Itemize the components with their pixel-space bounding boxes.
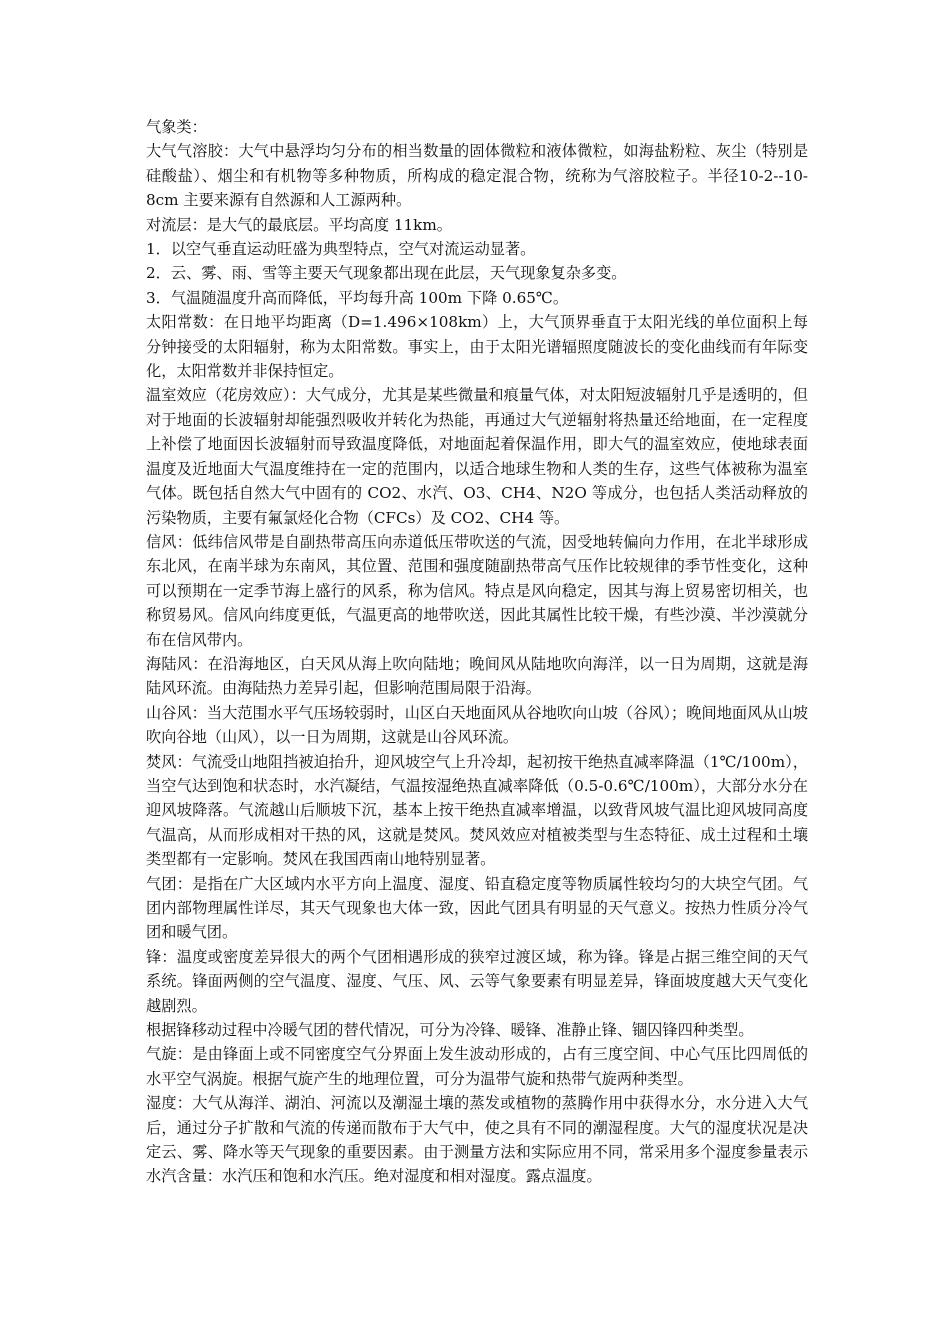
paragraph-front-types: 根据锋移动过程中冷暖气团的替代情况，可分为冷锋、暖锋、准静止锋、锢囚锋四种类型。	[146, 1021, 754, 1040]
paragraph-trade-wind: 信风：低纬信风带是自副热带高压向赤道低压带吹送的气流，因受地转偏向力作用，在北半球形成东北风，在南半球为东南风，其位置、范围和强度随副热带高气压作比较规律的季节性变化，这种可以预期在一定季节海上盛行的风系，称为信风。特点是风向稳定，因其与海上贸易密切相关，也称贸易风。信风向纬度更低，气温更高的地带吹送，因此其属性比较干燥，有些沙漠、半沙漠就分布在信风带内。	[146, 532, 808, 649]
document-body	[146, 115, 808, 1189]
section-heading-meteorology: 气象类：	[146, 118, 207, 136]
paragraph-foehn: 焚风：气流受山地阻挡被迫抬升，迎风坡空气上升冷却，起初按干绝热直减率降温（1℃/100m），当空气达到饱和状态时，水汽凝结，气温按湿绝热直减率降低（0.5-0.6℃/100m），大部分水分在迎风坡降落。气流越山后顺坡下沉，基本上按干绝热直减率增温，以致背风坡气温比迎风坡同高度气温高，从而形成相对干热的风，这就是焚风。焚风效应对植被类型与生态特征、成土过程和土壤类型都有一定影响。焚风在我国西南山地特别显著。	[146, 752, 808, 869]
paragraph-atmospheric-aerosol: 大气气溶胶：大气中悬浮均匀分布的相当数量的固体微粒和液体微粒，如海盐粉粒、灰尘（特别是硅酸盐）、烟尘和有机物等多种物质，所构成的稳定混合物，统称为气溶胶粒子。半径10-2--10-8cm 主要来源有自然源和人工源两种。	[146, 142, 808, 210]
paragraph-troposphere: 对流层：是大气的最底层。平均高度 11km。	[146, 215, 452, 234]
paragraph-sea-land-breeze: 海陆风：在沿海地区，白天风从海上吹向陆地；晚间风从陆地吹向海洋，以一日为周期，这就是海陆风环流。由海陆热力差异引起，但影响范围局限于沿海。	[146, 654, 808, 698]
paragraph-air-mass: 气团：是指在广大区域内水平方向上温度、湿度、铅直稳定度等物质属性较均匀的大块空气团。气团内部物理属性详尽，其天气现象也大体一致，因此气团具有明显的天气意义。按热力性质分冷气团和暖气团。	[146, 874, 808, 942]
paragraph-front: 锋：温度或密度差异很大的两个气团相遇形成的狭窄过渡区域，称为锋。锋是占据三维空间的天气系统。锋面两侧的空气温度、湿度、气压、风、云等气象要素有明显差异，锋面坡度越大天气变化越剧烈。	[146, 947, 808, 1015]
paragraph-mountain-valley-wind: 山谷风：当大范围水平气压场较弱时，山区白天地面风从谷地吹向山坡（谷风）；晚间地面风从山坡吹向谷地（山风），以一日为周期，这就是山谷风环流。	[146, 703, 808, 747]
paragraph-solar-constant: 太阳常数：在日地平均距离（D=1.496×108km）上，大气顶界垂直于太阳光线的单位面积上每分钟接受的太阳辐射，称为太阳常数。事实上，由于太阳光谱辐照度随波长的变化曲线而有年际变化，太阳常数并非保持恒定。	[146, 313, 808, 381]
paragraph-cyclone: 气旋：是由锋面上或不同密度空气分界面上发生波动形成的，占有三度空间、中心气压比四周低的水平空气涡旋。根据气旋产生的地理位置，可分为温带气旋和热带气旋两种类型。	[146, 1045, 808, 1088]
list-item-troposphere-1: 1．以空气垂直运动旺盛为典型特点，空气对流运动显著。	[146, 240, 536, 259]
list-item-troposphere-2: 2．云、雾、雨、雪等主要天气现象都出现在此层，天气现象复杂多变。	[146, 264, 627, 283]
list-item-troposphere-3: 3．气温随温度升高而降低，平均每升高 100m 下降 0.65℃。	[146, 288, 569, 307]
paragraph-greenhouse-effect: 温室效应（花房效应）：大气成分，尤其是某些微量和痕量气体，对太阳短波辐射几乎是透明的，但对于地面的长波辐射却能强烈吸收并转化为热能，再通过大气逆辐射将热量还给地面，在一定程度上补偿了地面因长波辐射而导致温度降低，对地面起着保温作用，即大气的温室效应，使地球表面温度及近地面大气温度维持在一定的范围内，以适合地球生物和人类的生存，这些气体被称为温室气体。既包括自然大气中固有的 CO2、水汽、O3、CH4、N2O 等成分，也包括人类活动释放的污染物质，主要有氟氯烃化合物（CFCs）及 CO2、CH4 等。	[146, 386, 808, 527]
paragraph-humidity: 湿度：大气从海洋、湖泊、河流以及潮湿土壤的蒸发或植物的蒸腾作用中获得水分，水分进入大气后，通过分子扩散和气流的传递而散布于大气中，使之具有不同的潮湿程度。大气的湿度状况是决定云、雾、降水等天气现象的重要因素。由于测量方法和实际应用不同，常采用多个湿度参量表示水汽含量：水汽压和饱和水汽压。绝对湿度和相对湿度。露点温度。	[146, 1094, 808, 1186]
